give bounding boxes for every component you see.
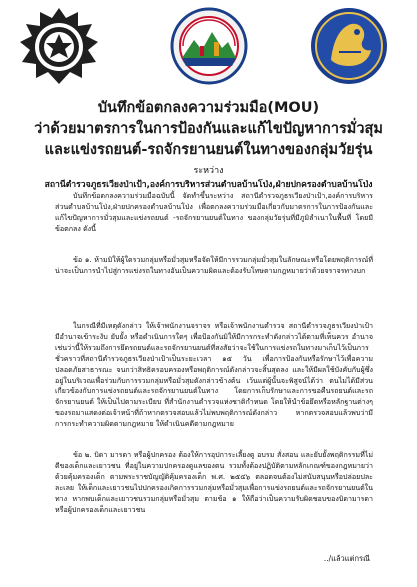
paragraph-intro: บันทึกข้อตกลงความร่วมมือฉบับนี้ จัดทำขึ้นระหว่าง สถานีตำรวจภูธรเวียงป่าเป้า,องค์การบริหารส่วนตำบลบ้านโป่ง,ฝ่ายปกครองตำบลบ้านโป่ง เพื่อตกลงความร่วมมือเกี่ยวกับมาตรการในการป้องกันและแก้ไขปัญหาการมั่วสุมและแข่งรถยนต์ -รถจักรยานยนต์ในทาง ของกลุ่มวัยรุ่นที่มีภูมิลำเนาในพื้นที่ โดยมีข้อตกลง ดังนี้: [55, 191, 373, 233]
village-headman-emblem-icon: [303, 6, 395, 86]
paragraph-clause-1: ข้อ ๑. ห้ามมิให้ผู้ใดรวมกลุ่มหรือมั่วสุมหรือจัดให้มีการรวมกลุ่มมั่วสุมในลักษณะหรือโดยพฤติการณ์ที่น่าจะเป็นการนำไปสู่การแข่งรถในทางอันเป็นความผิดและต้องรับโทษตามกฎหมายว่าด้วยจราจรทางบก: [55, 255, 373, 275]
paragraph-clause-1-detail: ในกรณีที่มีเหตุดังกล่าว ให้เจ้าพนักงานจราจร หรือเจ้าพนักงานตำรวจ สถานีตำรวจภูธรเวียงป่าเป้า มีอำนาจเข้าระงับ ยับยั้ง หรือดำเนินการใดๆ เพื่อป้องกันมิให้มีการกระทำดังกล่าวได้ตามที่เห็นควร อำนาจเช่นว่านี้ให้รวมถึงการยึดรถยนต์และรถจักรยานยนต์ที่สงสัยว่าจะใช้ในการแข่งรถในทางมาเก็บไว้เป็นการชั่วคราวที่สถานีตำรวจภูธรเวียงป่าเป้าเป็นระยะเวลา ๑๕ วัน เพื่อการป้องกันหรือรักษาไว้เพื่อความปลอดภัยสาธารณะ จนกว่าสิทธิครอบครองหรือพฤติการณ์ดังกล่าวจะสิ้นสุดลง และให้มีผลใช้บังคับกับผู้ซึ่งอยู่ในบริเวณเพื่อร่วมกับการรวมกลุ่มหรือมั่วสุมดังกล่าวข้างต้น เว้นแต่ผู้นั้นจะพิสูจน์ได้ว่า ตนไม่ได้มีส่วนเกี่ยวข้องกับการแข่งรถยนต์และรถจักรยานยนต์ในทาง โดยการเก็บรักษาและการขอคืนรถยนต์และรถจักรยานยนต์ ให้เป็นไปตามระเบียบ ที่สำนักงานตำรวจแห่งชาติกำหนด โดยให้นำข้อยึดหรือหลักฐานต่างๆ ของรถมาแสดงต่อเจ้าหน้าที่ถ้าหากตรวจสอบแล้วไม่พบพฤติการณ์ดังกล่าว หากตรวจสอบแล้วพบว่ามีการกระทำความผิดตามกฎหมาย ให้ดำเนินคดีตามกฎหมาย: [55, 321, 373, 429]
title-line-3: และแข่งรถยนต์-รถจักรยานยนต์ในทางของกลุ่มวัยรุ่น: [44, 142, 373, 158]
between-label: ระหว่าง: [193, 166, 224, 176]
continuation-note: ../แล้วแต่กรณี: [323, 554, 370, 563]
parties-line: สถานีตำรวจภูธรเวียงป่าเป้า,องค์การบริหารส่วนตำบลบ้านโป่ง,ฝ่ายปกครองตำบลบ้านโป่ง: [44, 180, 373, 190]
title-line-2: ว่าด้วยมาตรการในการป้องกันและแก้ไขปัญหาการมั่วสุม: [34, 121, 383, 137]
subdistrict-seal-icon: [170, 6, 248, 86]
paragraph-clause-2: ข้อ ๒. บิดา มารดา หรือผู้ปกครอง ต้องให้การอุปการะเลี้ยงดู อบรม สั่งสอน และยับยั้งพฤติกรรมที่ไม่ดีของเด็กและเยาวชน ที่อยู่ในความปกครองดูแลของตน รวมทั้งต้องปฏิบัติตามหลักเกณฑ์ของกฎหมายว่าด้วยคุ้มครองเด็ก ตามพระราชบัญญัติคุ้มครองเด็ก พ.ศ. ๒๕๔๖ ตลอดจนต้องไม่สนับสนุนหรือปล่อยปละละเลย ให้เด็กและเยาวชนไปปกครองเกิดการรวมกลุ่มหรือมั่วสุมเพื่อการแข่งรถยนต์และรถจักรยานยนต์ในทาง หากพบเด็กและเยาวชนรวมกลุ่มหรือมั่วสุม ตามข้อ ๑ ให้ถือว่าเป็นความรับผิดชอบของบิดามารดา หรือผู้ปกครองเด็กและเยาวชน: [55, 450, 373, 514]
police-badge-emblem-icon: [18, 6, 100, 88]
logo-row: [0, 6, 417, 92]
title-line-1: บันทึกข้อตกลงความร่วมมือ(MOU): [97, 100, 320, 116]
